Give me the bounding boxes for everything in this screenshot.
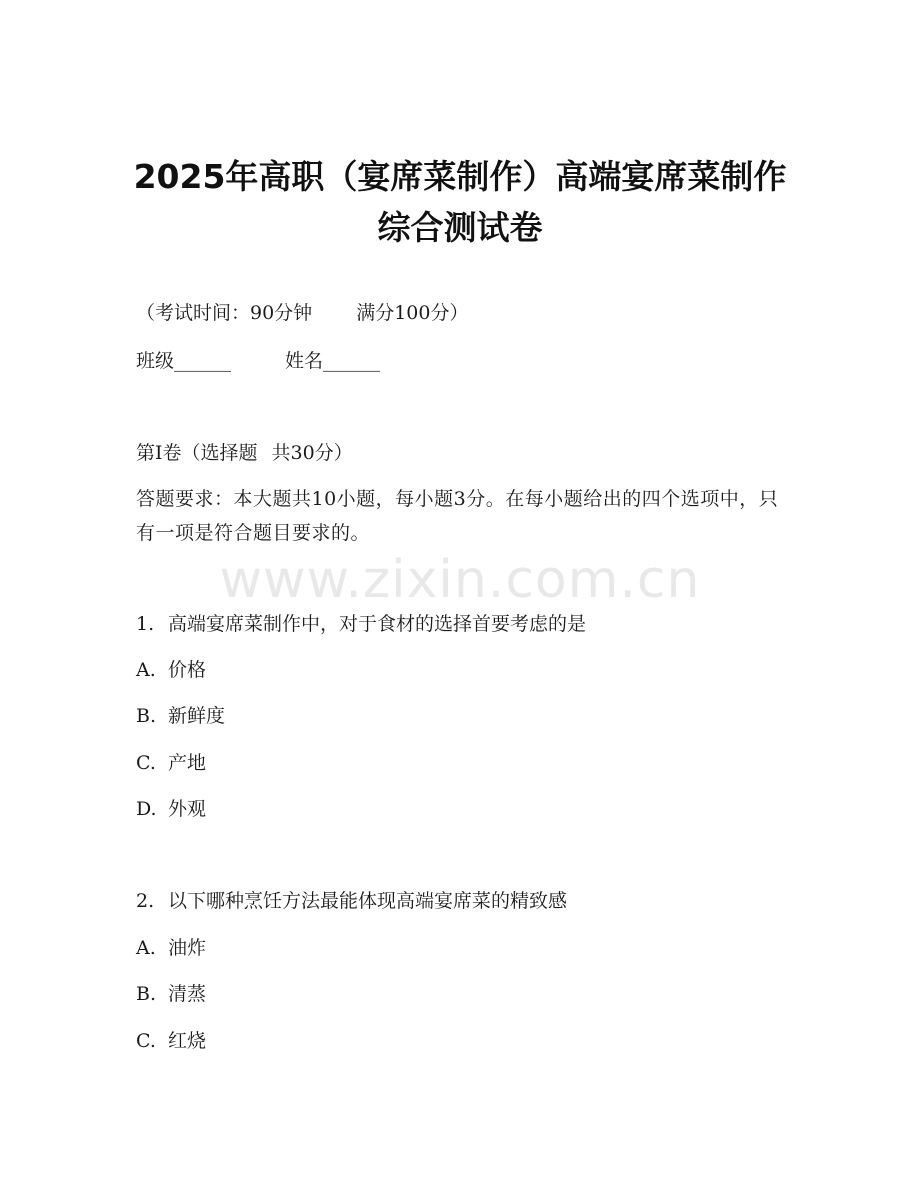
document-title-line-1: 2025年高职（宴席菜制作）高端宴席菜制作 xyxy=(133,157,787,196)
class-field: 班级______ xyxy=(136,350,232,372)
section-instructions: 答题要求：本大题共10小题，每小题3分。在每小题给出的四个选项中，只有一项是符合题目要求的。 xyxy=(136,488,779,544)
question-number: 1. xyxy=(136,613,155,635)
option-letter: B. xyxy=(136,705,157,727)
question-text: 以下哪种烹饪方法最能体现高端宴席菜的精致感 xyxy=(168,890,568,912)
name-field: 姓名______ xyxy=(285,350,381,372)
section-heading-part-2: 共30分） xyxy=(271,442,353,464)
option-text: 产地 xyxy=(168,752,207,774)
question-1-option-c xyxy=(136,749,206,777)
question-1-option-d xyxy=(136,795,206,823)
exam-score: 满分100分） xyxy=(356,302,469,324)
option-letter: C. xyxy=(136,752,156,774)
option-text: 油炸 xyxy=(168,937,207,959)
question-1 xyxy=(136,610,586,638)
option-letter: A. xyxy=(136,659,156,681)
student-fields xyxy=(136,347,380,375)
question-1-option-a xyxy=(136,656,206,684)
question-2-option-b xyxy=(136,980,206,1008)
question-2-option-a xyxy=(136,934,206,962)
option-text: 清蒸 xyxy=(168,983,207,1005)
section-heading-part-1: 第I卷（选择题 xyxy=(136,442,258,464)
question-2 xyxy=(136,887,567,915)
option-letter: C. xyxy=(136,1030,156,1052)
question-text: 高端宴席菜制作中，对于食材的选择首要考虑的是 xyxy=(168,613,587,635)
option-letter: B. xyxy=(136,983,157,1005)
option-text: 外观 xyxy=(168,798,207,820)
document-title-line-2: 综合测试卷 xyxy=(377,208,543,247)
section-heading xyxy=(136,439,353,467)
option-text: 红烧 xyxy=(168,1030,207,1052)
question-number: 2. xyxy=(136,890,155,912)
question-1-option-b xyxy=(136,702,225,730)
option-letter: D. xyxy=(136,798,157,820)
exam-time: （考试时间：90分钟 xyxy=(136,302,313,324)
question-2-option-c xyxy=(136,1027,206,1055)
option-letter: A. xyxy=(136,937,156,959)
watermark: www.zixin.com.cn xyxy=(219,550,701,610)
option-text: 价格 xyxy=(168,659,207,681)
exam-info xyxy=(136,299,468,327)
option-text: 新鲜度 xyxy=(168,705,226,727)
